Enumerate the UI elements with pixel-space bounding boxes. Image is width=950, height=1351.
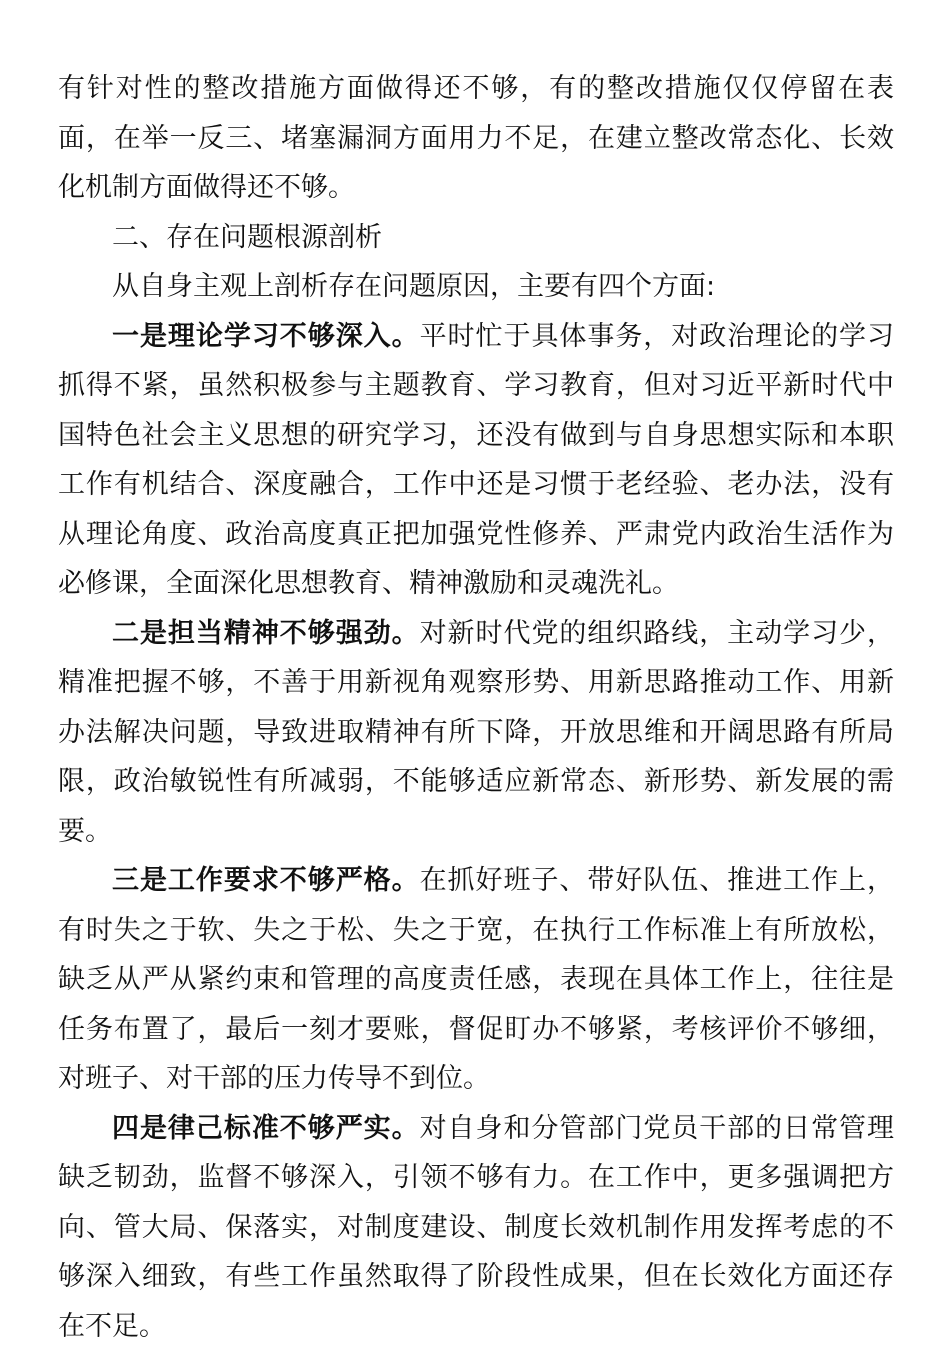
- paragraph-continuation: 有针对性的整改措施方面做得还不够，有的整改措施仅仅停留在表面，在举一反三、堵塞漏洞方面用力不足，在建立整改常态化、长效化机制方面做得还不够。: [58, 64, 894, 213]
- document-page: [58, 64, 894, 1351]
- point-lead-2: 二是担当精神不够强劲。: [112, 618, 420, 649]
- point-lead-4: 四是律己标准不够严实。: [112, 1113, 420, 1144]
- point-body-1: 平时忙于具体事务，对政治理论的学习抓得不紧，虽然积极参与主题教育、学习教育，但对习近平新时代中国特色社会主义思想的研究学习，还没有做到与自身思想实际和本职工作有机结合、深度融合，工作中还是习惯于老经验、老办法，没有从理论角度、政治高度真正把加强党性修养、严肃党内政治生活作为必修课，全面深化思想教育、精神激励和灵魂洗礼。: [58, 321, 894, 600]
- section-heading: 二、存在问题根源剖析: [58, 213, 894, 263]
- point-paragraph-1: [58, 312, 894, 609]
- point-paragraph-4: [58, 1104, 894, 1351]
- point-lead-3: 三是工作要求不够严格。: [112, 865, 420, 896]
- point-body-2: 对新时代党的组织路线，主动学习少，精准把握不够，不善于用新视角观察形势、用新思路推动工作、用新办法解决问题，导致进取精神有所下降，开放思维和开阔思路有所局限，政治敏锐性有所减弱，不能够适应新常态、新形势、新发展的需要。: [58, 618, 894, 847]
- point-paragraph-2: [58, 609, 894, 857]
- point-paragraph-3: [58, 856, 894, 1104]
- intro-paragraph: 从自身主观上剖析存在问题原因，主要有四个方面:: [58, 262, 894, 312]
- point-body-4: 对自身和分管部门党员干部的日常管理缺乏韧劲，监督不够深入，引领不够有力。在工作中，更多强调把方向、管大局、保落实，对制度建设、制度长效机制作用发挥考虑的不够深入细致，有些工作虽然取得了阶段性成果，但在长效化方面还存在不足。: [58, 1113, 894, 1342]
- point-body-3: 在抓好班子、带好队伍、推进工作上，有时失之于软、失之于松、失之于宽，在执行工作标准上有所放松，缺乏从严从紧约束和管理的高度责任感，表现在具体工作上，往往是任务布置了，最后一刻才要账，督促盯办不够紧，考核评价不够细，对班子、对干部的压力传导不到位。: [58, 865, 894, 1094]
- point-lead-1: 一是理论学习不够深入。: [112, 321, 420, 352]
